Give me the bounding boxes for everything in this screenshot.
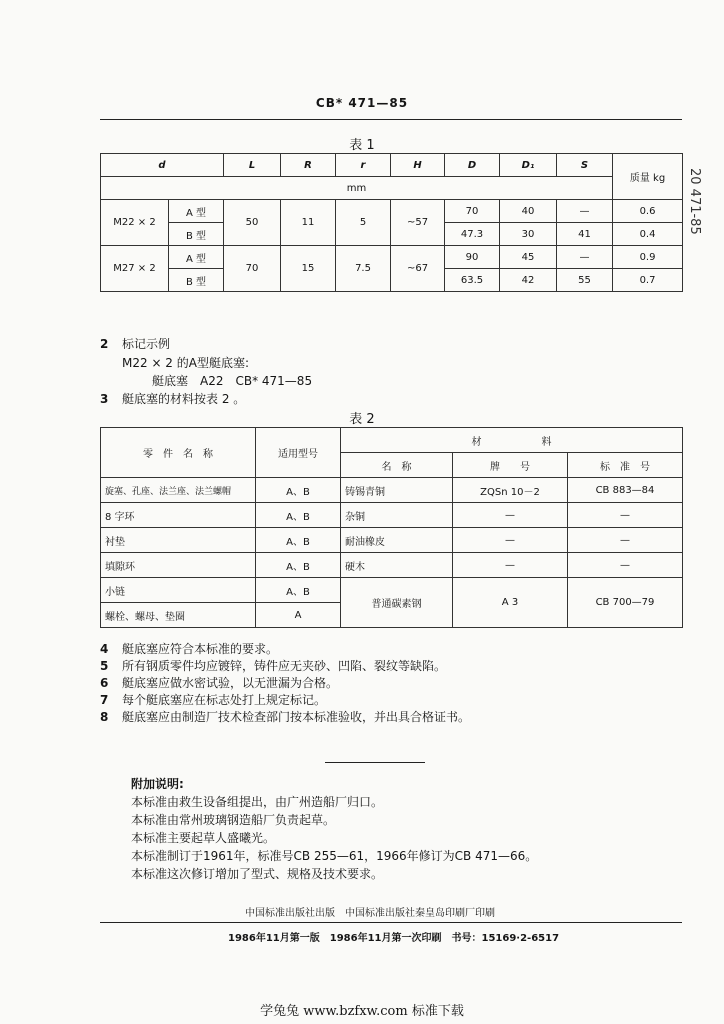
col-D1: D₁ (500, 154, 557, 177)
item-text: 艇底塞应符合本标准的要求。 (122, 642, 279, 656)
cell-material: 耐油橡皮 (341, 528, 453, 553)
section-3 (100, 391, 245, 408)
cell-mass: 0.4 (613, 223, 683, 246)
cell-model: A、B (256, 578, 341, 603)
cell-D: 70 (445, 200, 500, 223)
section-3-number: 3 (100, 392, 109, 406)
cell-S: 55 (557, 269, 613, 292)
table2-title: 表 2 (349, 412, 375, 427)
item-number: 8 (100, 710, 109, 724)
note-line: 本标准由常州玻璃钢造船厂负责起草。 (131, 813, 336, 827)
cell-material: 普通碳素钢 (341, 578, 453, 628)
cell-grade: ZQSn 10－2 (453, 478, 568, 503)
standard-header: CB* 471—85 (315, 96, 409, 110)
cell-model: A (256, 603, 341, 628)
cell-part: 螺栓、螺母、垫圈 (101, 603, 256, 628)
cell-S: — (557, 200, 613, 223)
cell-D1: 40 (500, 200, 557, 223)
cell-H: ~57 (391, 200, 445, 246)
cell-d: M22 × 2 (101, 200, 169, 246)
col-R: R (281, 154, 336, 177)
col-part: 零 件 名 称 (101, 428, 256, 478)
cell-standard: — (568, 528, 683, 553)
edition-line: 1986年11月第一版 1986年11月第一次印刷 书号：15169·2-6517 (228, 933, 560, 944)
item-number: 4 (100, 642, 109, 656)
col-r: r (336, 154, 391, 177)
cell-material: 铸锡青铜 (341, 478, 453, 503)
example-line-1: M22 × 2 的A型艇底塞: (122, 356, 250, 370)
section-2-number: 2 (100, 337, 109, 351)
table-row (101, 200, 683, 223)
table-row (101, 478, 683, 503)
cell-standard: — (568, 553, 683, 578)
cell-d: M27 × 2 (101, 246, 169, 292)
header-rule (100, 119, 682, 120)
cell-type: A 型 (169, 246, 224, 269)
table-row (101, 503, 683, 528)
divider (325, 762, 425, 763)
cell-part: 填隙环 (101, 553, 256, 578)
requirements-list (100, 641, 470, 726)
cell-model: A、B (256, 478, 341, 503)
cell-material: 硬木 (341, 553, 453, 578)
col-material-name: 名 称 (341, 453, 453, 478)
cell-part: 旋塞、孔座、法兰座、法兰螺帽 (101, 478, 256, 503)
list-item (100, 658, 470, 675)
table-row (101, 528, 683, 553)
cell-D1: 45 (500, 246, 557, 269)
footer-rule (100, 922, 682, 923)
cell-H: ~67 (391, 246, 445, 292)
cell-D1: 30 (500, 223, 557, 246)
cell-S: 41 (557, 223, 613, 246)
item-text: 艇底塞应由制造厂技术检查部门按本标准验收，并出具合格证书。 (122, 710, 471, 724)
note-line: 本标准主要起草人盛曦光。 (131, 831, 276, 845)
cell-r: 7.5 (336, 246, 391, 292)
watermark: 学兔兔 www.bzfxw.com 标准下载 (260, 1004, 464, 1019)
item-number: 7 (100, 693, 109, 707)
cell-model: A、B (256, 553, 341, 578)
cell-mass: 0.9 (613, 246, 683, 269)
item-text: 艇底塞应做水密试验，以无泄漏为合格。 (122, 676, 339, 690)
cell-standard: CB 883—84 (568, 478, 683, 503)
col-L: L (224, 154, 281, 177)
additional-notes (131, 775, 537, 883)
cell-part: 8 字环 (101, 503, 256, 528)
dimension-table (100, 153, 683, 292)
note-line: 本标准制订于1961年，标准号CB 255—61，1966年修订为CB 471—66。 (131, 849, 538, 863)
cell-grade: — (453, 503, 568, 528)
cell-part: 衬垫 (101, 528, 256, 553)
note-line: 本标准这次修订增加了型式、规格及技术要求。 (131, 867, 384, 881)
section-3-text: 艇底塞的材料按表 2 。 (122, 392, 246, 406)
col-material: 材 料 (341, 428, 683, 453)
table1-title: 表 1 (349, 138, 375, 153)
section-2-title: 标记示例 (122, 337, 171, 351)
cell-D: 47.3 (445, 223, 500, 246)
cell-r: 5 (336, 200, 391, 246)
cell-type: B 型 (169, 223, 224, 246)
section-2 (100, 336, 170, 353)
cell-D1: 42 (500, 269, 557, 292)
col-model: 适用型号 (256, 428, 341, 478)
cell-D: 63.5 (445, 269, 500, 292)
table-row (101, 246, 683, 269)
note-line: 本标准由救生设备组提出，由广州造船厂归口。 (131, 795, 384, 809)
cell-model: A、B (256, 503, 341, 528)
cell-model: A、B (256, 528, 341, 553)
list-item (100, 692, 470, 709)
cell-S: — (557, 246, 613, 269)
item-number: 5 (100, 659, 109, 673)
example-line-2: 艇底塞 A22 CB* 471—85 (152, 374, 313, 388)
list-item (100, 641, 470, 658)
unit-row: mm (101, 177, 613, 200)
publisher-line: 中国标准出版社出版 中国标准出版社秦皇岛印刷厂印刷 (245, 908, 495, 919)
table-row (101, 578, 683, 603)
item-text: 每个艇底塞应在标志处打上规定标记。 (122, 693, 327, 707)
cell-standard: CB 700—79 (568, 578, 683, 628)
cell-L: 50 (224, 200, 281, 246)
col-mass: 质量 kg (613, 154, 683, 200)
cell-type: A 型 (169, 200, 224, 223)
col-D: D (445, 154, 500, 177)
cell-material: 杂铜 (341, 503, 453, 528)
cell-mass: 0.6 (613, 200, 683, 223)
list-item (100, 675, 470, 692)
cell-type: B 型 (169, 269, 224, 292)
cell-L: 70 (224, 246, 281, 292)
cell-grade: — (453, 553, 568, 578)
cell-grade: — (453, 528, 568, 553)
col-S: S (557, 154, 613, 177)
side-handwriting: 20 471-85 (687, 168, 702, 235)
table-row (101, 553, 683, 578)
cell-R: 15 (281, 246, 336, 292)
list-item (100, 709, 470, 726)
col-d: d (101, 154, 224, 177)
cell-part: 小链 (101, 578, 256, 603)
item-number: 6 (100, 676, 109, 690)
notes-title: 附加说明: (131, 777, 184, 791)
col-grade: 牌 号 (453, 453, 568, 478)
item-text: 所有钢质零件均应镀锌，铸件应无夹砂、凹陷、裂纹等缺陷。 (122, 659, 447, 673)
material-table (100, 427, 683, 628)
cell-D: 90 (445, 246, 500, 269)
col-standard: 标 准 号 (568, 453, 683, 478)
cell-R: 11 (281, 200, 336, 246)
cell-mass: 0.7 (613, 269, 683, 292)
cell-grade: A 3 (453, 578, 568, 628)
cell-standard: — (568, 503, 683, 528)
col-H: H (391, 154, 445, 177)
